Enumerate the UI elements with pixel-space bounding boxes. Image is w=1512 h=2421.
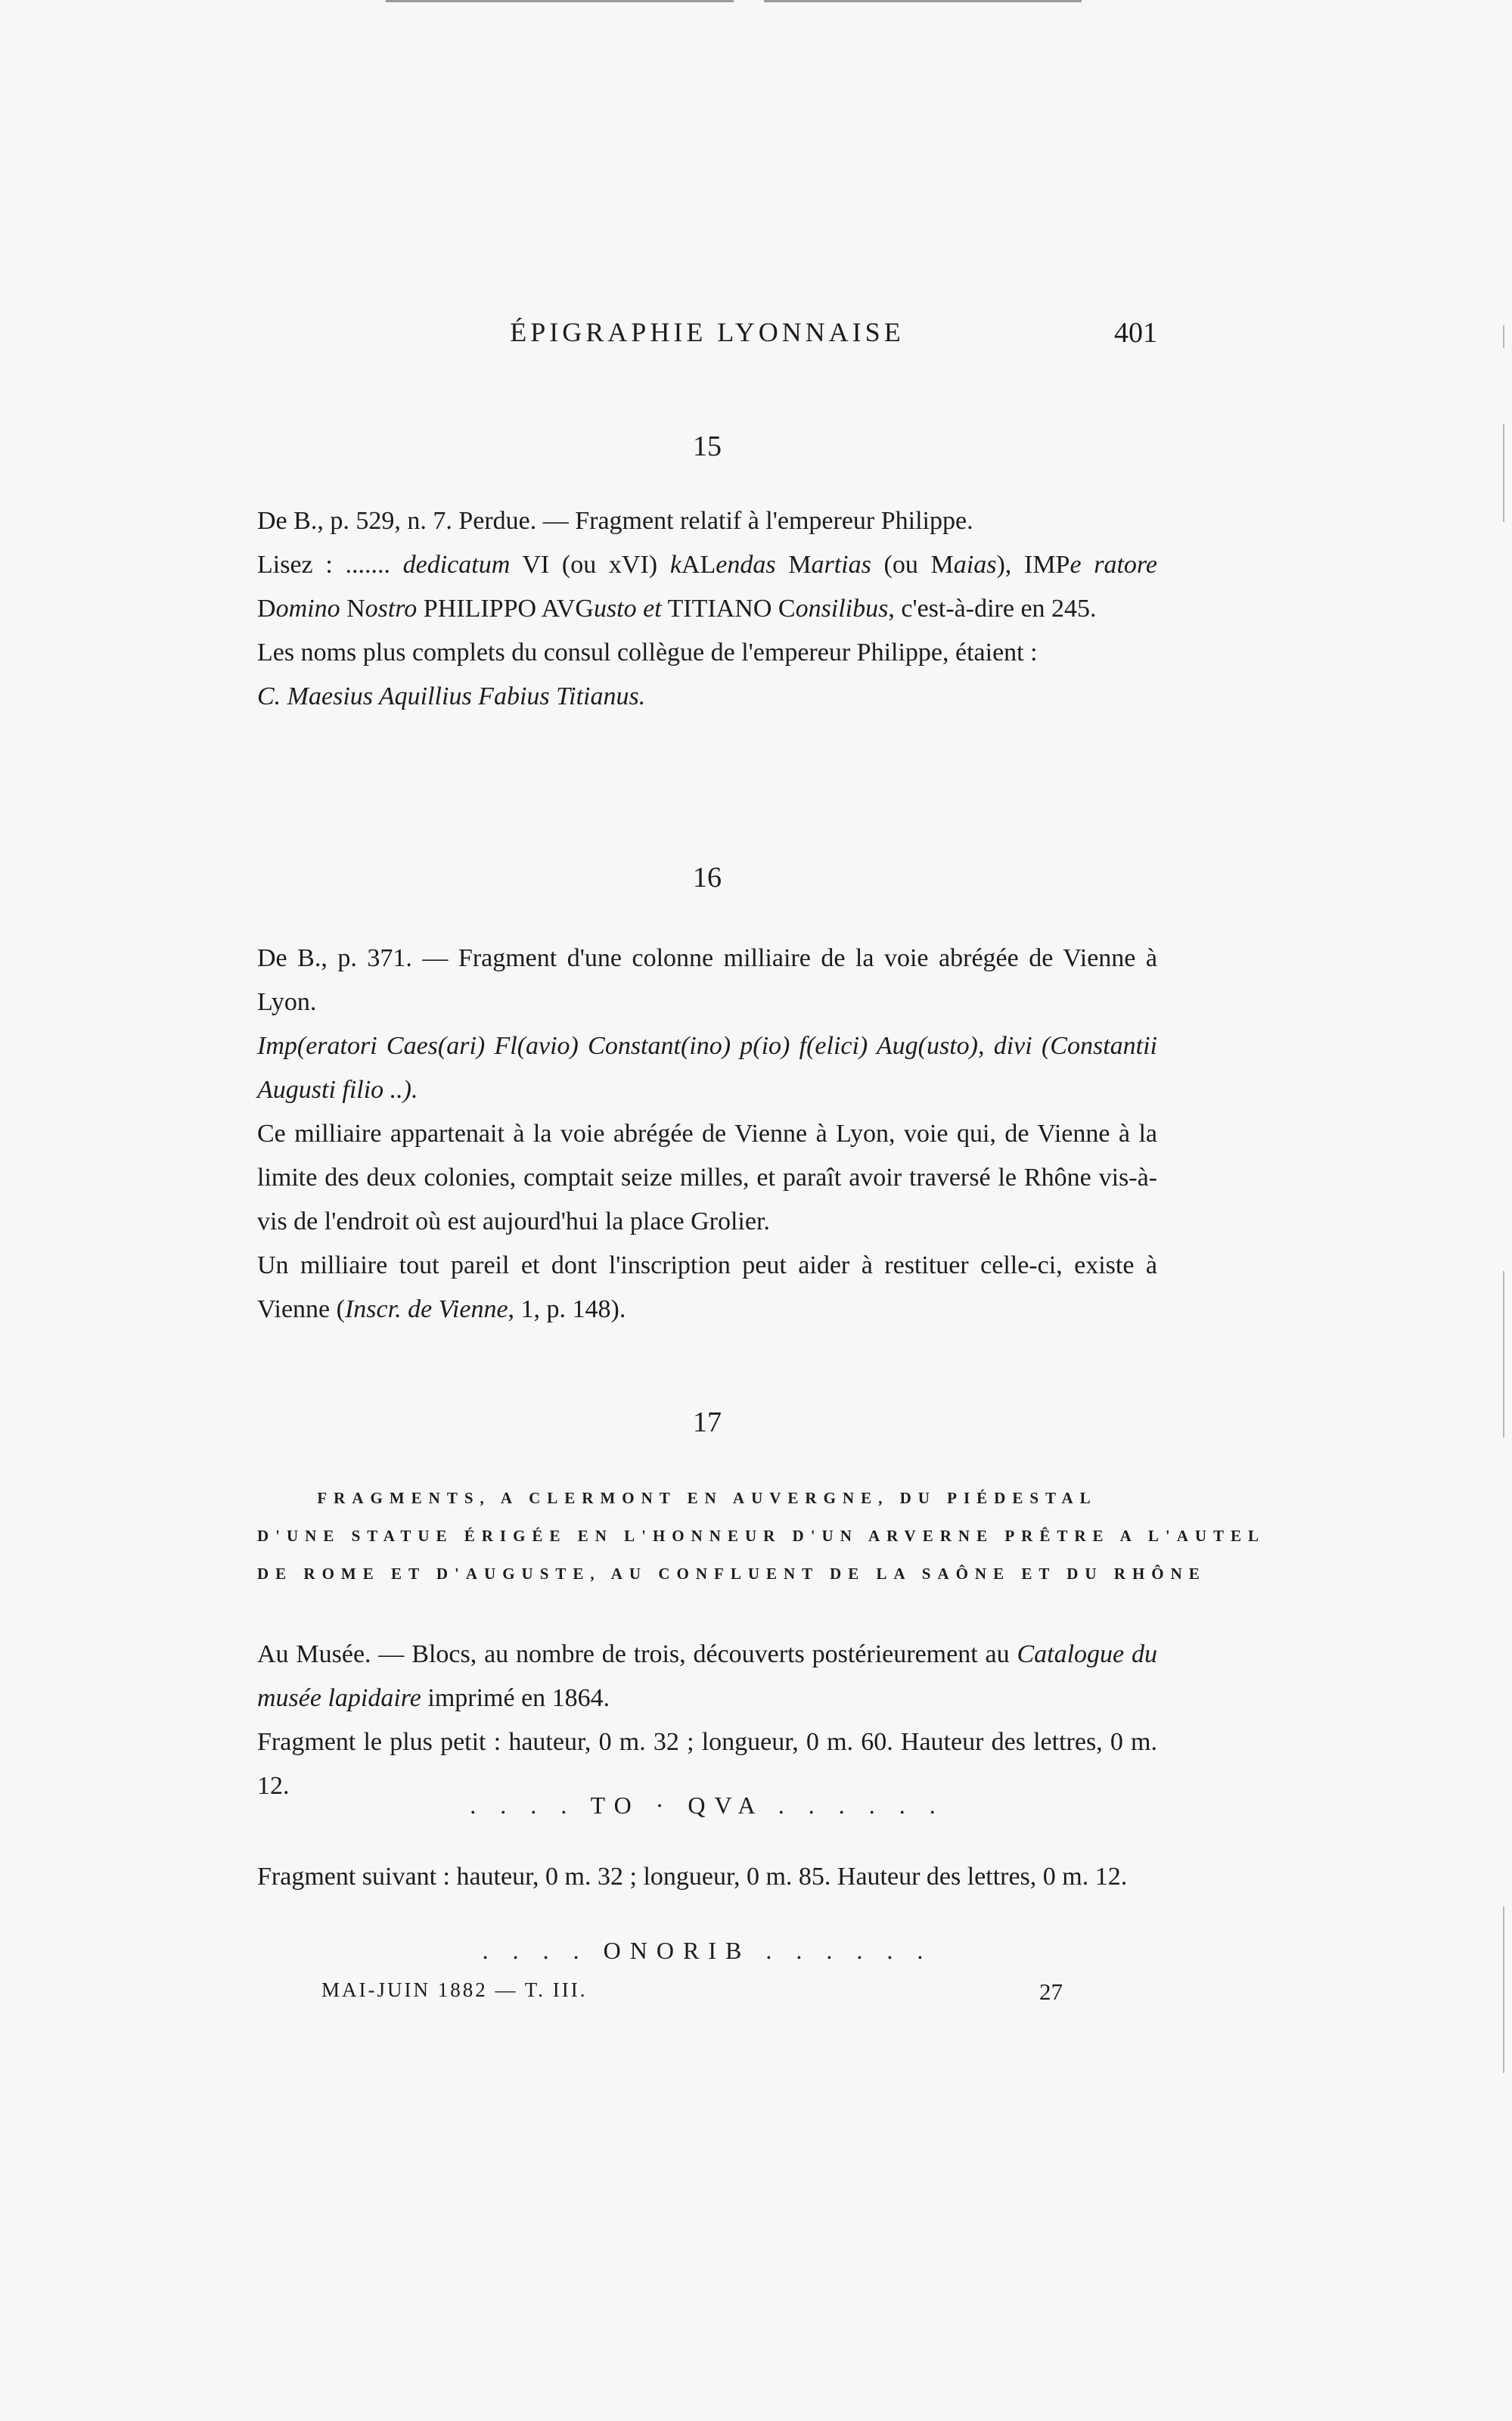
section-17-number: 17 [693,1406,722,1438]
section-17-next-fragment: Fragment suivant : hauteur, 0 m. 32 ; longueur, 0 m. 85. Hauteur des lettres, 0 m. 12. [257,1863,1128,1891]
page-edge-mark [1503,1271,1504,1437]
section-15-consul-note: Les noms plus complets du consul collègue de l'empereur Philippe, étaient : [257,639,1038,667]
running-title: ÉPIGRAPHIE LYONNAISE [510,317,905,347]
page-header [257,316,1157,354]
section-17-small-fragment: Fragment le plus petit : hauteur, 0 m. 32 ; longueur, 0 m. 60. Hauteur des lettres, 0 m. 12. [257,1728,1157,1800]
heading-line: FRAGMENTS, A CLERMONT EN AUVERGNE, DU PIÉDESTAL [317,1489,1098,1507]
section-15-reading: Lisez : ....... dedicatum VI (ou xVI) kALendas Martias (ou Maias), IMPe ratore Domino Nostro PHILIPPO AVGusto et TITIANO Consilibus, c'est-à-dire en 245. [257,551,1157,623]
page-edge-mark [1503,424,1504,522]
section-16-reference: De B., p. 371. — Fragment d'une colonne milliaire de la voie abrégée de Vienne à Lyon. [257,944,1157,1016]
section-15-number: 15 [693,430,722,462]
footer-signature-number: 27 [1039,1978,1063,2005]
section-15-consul-name: C. Maesius Aquillius Fabius Titianus. [257,682,646,710]
section-17-body-2 [257,1855,1157,1899]
section-17-body [257,1633,1157,1808]
section-16-commentary: Ce milliaire appartenait à la voie abrégée de Vienne à Lyon, voie qui, de Vienne à la limite des deux colonies, comptait seize milles, et paraît avoir traversé le Rhône vis-à-vis de l'endroit où est aujourd'hui la place Grolier. [257,1120,1157,1235]
section-17-inscription-2: . . . . ONORIB . . . . . . [482,1937,933,1964]
section-15-body [257,499,1157,719]
section-16-comparison: Un milliaire tout pareil et dont l'inscription peut aider à restituer celle-ci, existe à Vienne (Inscr. de Vienne, 1, p. 148). [257,1251,1157,1323]
heading-line: D'UNE STATUE ÉRIGÉE EN L'HONNEUR D'UN ARVERNE PRÊTRE A L'AUTEL [257,1527,1266,1545]
footer-issue: MAI-JUIN 1882 — T. III. [321,1978,588,2001]
section-16-inscription: Imp(eratori Caes(ari) Fl(avio) Constant(ino) p(io) f(elici) Aug(usto), divi (Constantii Augusti filio ..). [257,1032,1157,1104]
top-rule-right [764,0,1082,2]
page-footer [321,1978,1063,2009]
section-17-inscription-1: . . . . TO · QVA . . . . . . [470,1792,945,1819]
section-15-reference: De B., p. 529, n. 7. Perdue. — Fragment relatif à l'empereur Philippe. [257,507,973,535]
section-16-number: 16 [693,862,722,894]
section-17-museum-note: Au Musée. — Blocs, au nombre de trois, découverts postérieurement au Catalogue du musée lapidaire imprimé en 1864. [257,1640,1157,1712]
section-16-body [257,937,1157,1332]
page-number: 401 [1114,317,1157,349]
heading-line: DE ROME ET D'AUGUSTE, AU CONFLUENT DE LA SAÔNE ET DU RHÔNE [257,1565,1206,1583]
page-edge-mark [1503,1907,1504,2073]
page-edge-mark [1503,325,1504,348]
top-rule-left [386,0,734,2]
section-17-heading [257,1479,1266,1593]
